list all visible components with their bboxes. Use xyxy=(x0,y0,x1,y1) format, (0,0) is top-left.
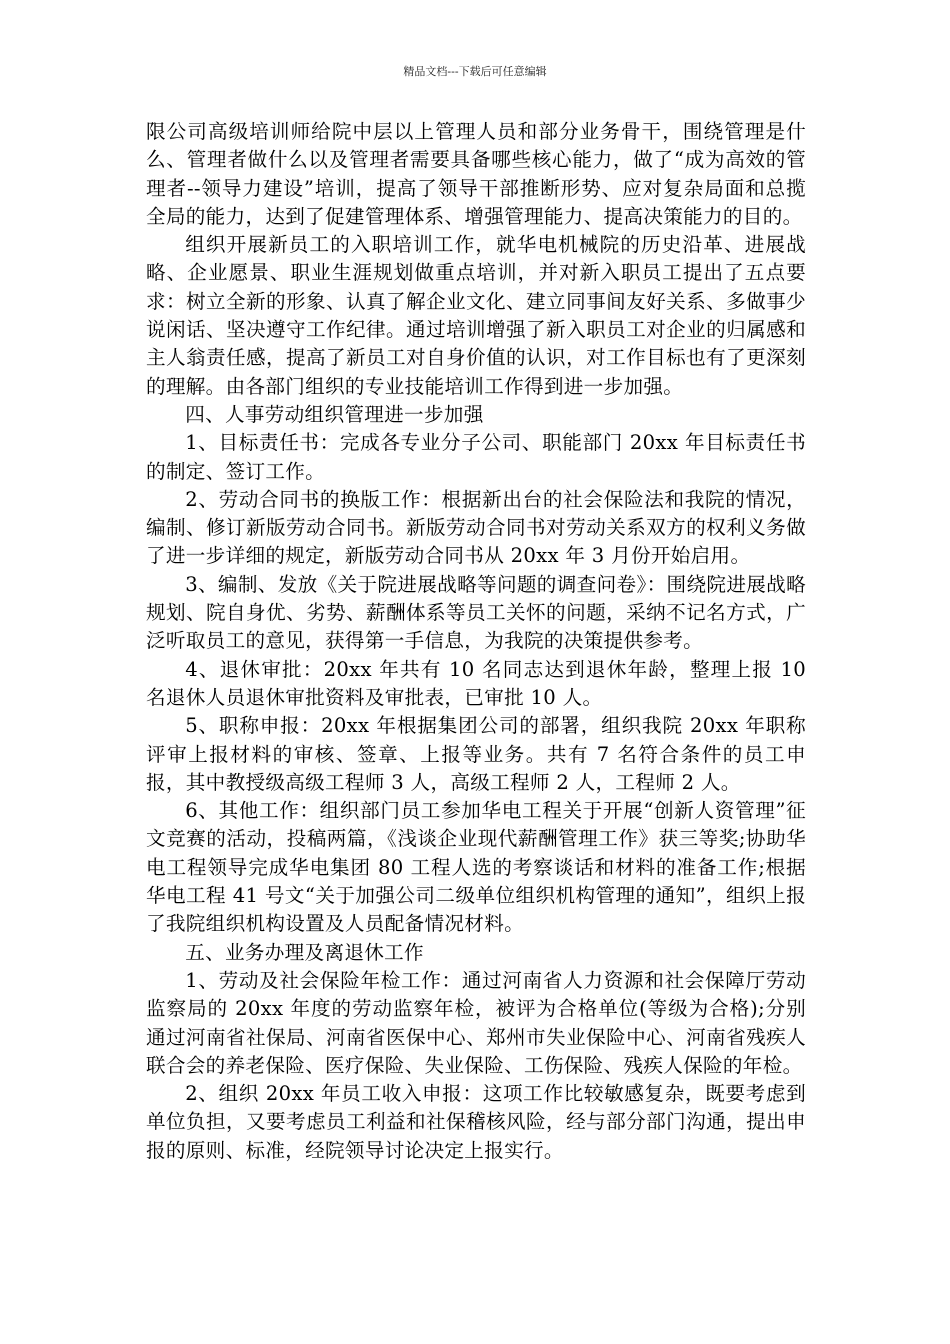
paragraph-2: 组织开展新员工的入职培训工作，就华电机械院的历史沿革、进展战略、企业愿景、职业生涯规划做重点培训，并对新入职员工提出了五点要求：树立全新的形象、认真了解企业文化、建立同事间友好关系、多做事少说闲话、坚决遵守工作纪律。通过培训增强了新入职员工对企业的归属感和主人翁责任感，提高了新员工对自身价值的认识，对工作目标也有了更深刻的理解。由各部门组织的专业技能培训工作得到进一步加强。 xyxy=(146,233,806,398)
item-retirement-approval: 4、退休审批：20xx 年共有 10 名同志达到退休年龄，整理上报 10 名退休人员退休审批资料及审批表，已审批 10 人。 xyxy=(146,657,806,709)
document-body xyxy=(146,118,806,1165)
item-title-application: 5、职称申报：20xx 年根据集团公司的部署，组织我院 20xx 年职称评审上报材料的审核、签章、上报等业务。共有 7 名符合条件的员工申报，其中教授级高级工程师 3 人，高级工程师 2 人，工程师 2 人。 xyxy=(146,714,806,794)
page-header: 精品文档---下载后可任意编辑 xyxy=(403,65,547,78)
paragraph-1: 限公司高级培训师给院中层以上管理人员和部分业务骨干，围绕管理是什么、管理者做什么以及管理者需要具备哪些核心能力，做了“成为高效的管理者--领导力建设”培训，提高了领导干部推断形势、应对复杂局面和总揽全局的能力，达到了促建管理体系、增强管理能力、提高决策能力的目的。 xyxy=(146,120,806,228)
section-heading-4: 四、人事劳动组织管理进一步加强 xyxy=(185,402,484,426)
item-other-work: 6、其他工作：组织部门员工参加华电工程关于开展“创新人资管理”征文竞赛的活动，投稿两篇，《浅谈企业现代薪酬管理工作》获三等奖;协助华电工程领导完成华电集团 80 工程人选的考察谈话和材料的准备工作;根据华电工程 41 号文“关于加强公司二级单位组织机构管理的通知”，组织上报了我院组织机构设置及人员配备情况材料。 xyxy=(146,799,806,936)
item-insurance-inspection: 1、劳动及社会保险年检工作：通过河南省人力资源和社会保障厅劳动监察局的 20xx 年度的劳动监察年检，被评为合格单位(等级为合格);分别通过河南省社保局、河南省医保中心、郑州市失业保险中心、河南省残疾人联合会的养老保险、医疗保险、失业保险、工伤保险、残疾人保险的年检。 xyxy=(146,968,806,1077)
item-questionnaire: 3、编制、发放《关于院进展战略等问题的调查问卷》：围绕院进展战略规划、院自身优、劣势、薪酬体系等员工关怀的问题，采纳不记名方式，广泛听取员工的意见，获得第一手信息，为我院的决策提供参考。 xyxy=(146,572,806,653)
item-labor-contract: 2、劳动合同书的换版工作：根据新出台的社会保险法和我院的情况，编制、修订新版劳动合同书。新版劳动合同书对劳动关系双方的权利义务做了进一步详细的规定，新版劳动合同书从 20xx 年 3 月份开始启用。 xyxy=(146,487,806,568)
item-target-responsibility: 1、目标责任书：完成各专业分子公司、职能部门 20xx 年目标责任书的制定、签订工作。 xyxy=(146,431,806,483)
item-income-declaration: 2、组织 20xx 年员工收入申报：这项工作比较敏感复杂，既要考虑到单位负担，又要考虑员工利益和社保稽核风险，经与部分部门沟通，提出申报的原则、标准，经院领导讨论决定上报实行。 xyxy=(146,1082,806,1162)
section-heading-5: 五、业务办理及离退休工作 xyxy=(185,940,424,964)
